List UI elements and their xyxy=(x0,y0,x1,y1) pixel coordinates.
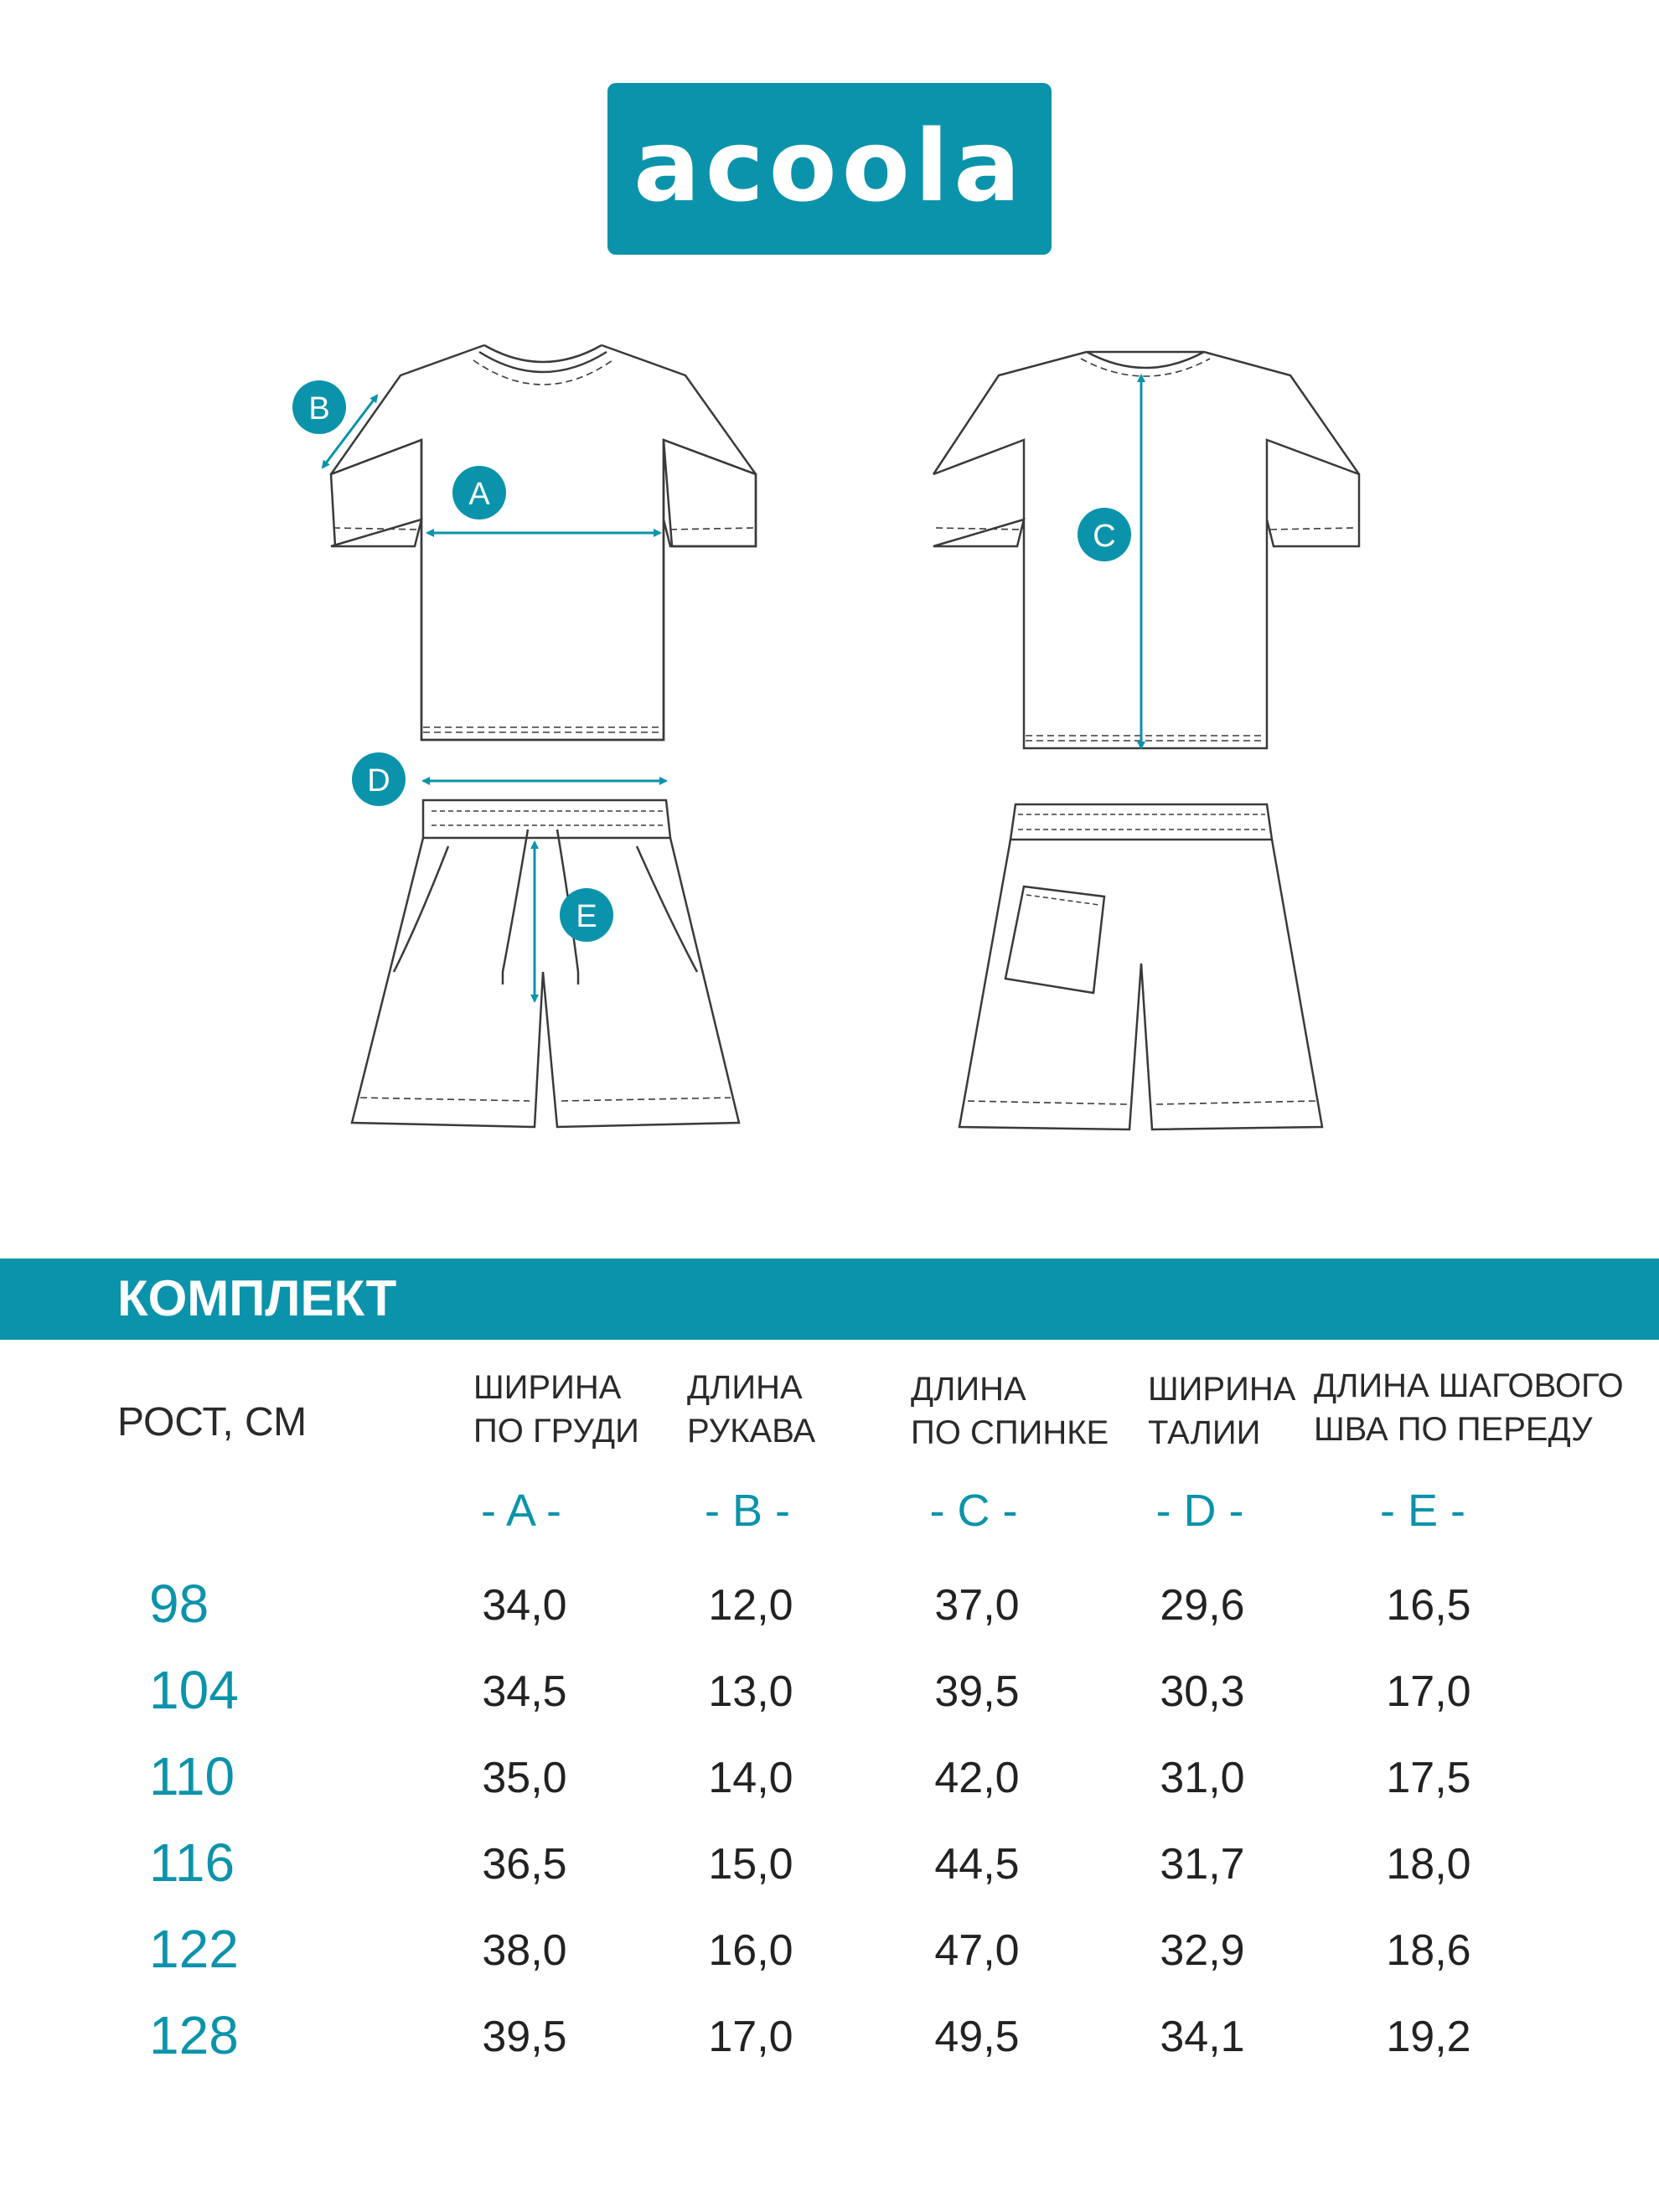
cell-inseam-length: 18,6 xyxy=(1386,1926,1471,1975)
cell-sleeve-length: 15,0 xyxy=(708,1840,793,1889)
col-code-d: - D - xyxy=(1155,1486,1244,1536)
badge-e xyxy=(560,888,613,942)
col-header-inseam-length xyxy=(1314,1364,1624,1451)
badge-b-label: B xyxy=(308,391,330,426)
col-header-line2: ТАЛИИ xyxy=(1148,1414,1261,1451)
cell-chest-width: 38,0 xyxy=(482,1926,567,1975)
col-code-a: - A - xyxy=(480,1486,562,1536)
cell-inseam-length: 17,5 xyxy=(1386,1754,1471,1802)
cell-chest-width: 34,5 xyxy=(482,1667,567,1716)
cell-sleeve-length: 13,0 xyxy=(708,1667,793,1716)
cell-back-length: 37,0 xyxy=(934,1581,1020,1630)
cell-inseam-length: 16,5 xyxy=(1386,1581,1471,1630)
col-header-waist-width xyxy=(1148,1367,1295,1455)
cell-chest-width: 35,0 xyxy=(482,1754,567,1802)
section-banner xyxy=(0,1258,1659,1340)
cell-chest-width: 34,0 xyxy=(482,1581,567,1630)
col-code-e: - E - xyxy=(1380,1486,1465,1536)
row-size-98: 98 xyxy=(149,1574,209,1634)
col-header-chest-width xyxy=(473,1366,639,1453)
tshirt-back-drawing xyxy=(933,352,1359,748)
cell-chest-width: 36,5 xyxy=(482,1840,567,1889)
measure-arrows xyxy=(323,375,1141,1001)
row-header-label: РОСТ, СМ xyxy=(117,1400,308,1445)
cell-sleeve-length: 17,0 xyxy=(708,2013,793,2061)
cell-inseam-length: 19,2 xyxy=(1386,2013,1471,2061)
col-header-line2: ПО ГРУДИ xyxy=(473,1413,639,1450)
row-size-104: 104 xyxy=(149,1660,239,1720)
badge-a-label: A xyxy=(468,477,490,512)
cell-back-length: 44,5 xyxy=(934,1840,1020,1889)
brand-logo-text: acoola xyxy=(633,107,1026,224)
col-header-line1: ШИРИНА xyxy=(473,1369,622,1406)
col-header-line1: ДЛИНА xyxy=(911,1371,1026,1408)
badge-d-label: D xyxy=(367,763,390,798)
col-header-back-length xyxy=(911,1367,1109,1455)
col-header-line1: ДЛИНА xyxy=(687,1369,803,1406)
col-header-line2: ШВА ПО ПЕРЕДУ xyxy=(1314,1411,1593,1448)
col-header-line2: РУКАВА xyxy=(687,1413,816,1450)
cell-waist-width: 34,1 xyxy=(1160,2013,1245,2061)
badge-e-label: E xyxy=(576,899,597,934)
cell-waist-width: 29,6 xyxy=(1160,1581,1245,1630)
section-title: КОМПЛЕКТ xyxy=(117,1270,397,1326)
col-header-sleeve-length xyxy=(687,1366,815,1453)
row-size-122: 122 xyxy=(149,1919,239,1979)
cell-sleeve-length: 16,0 xyxy=(708,1926,793,1975)
col-header-line1: ДЛИНА ШАГОВОГО xyxy=(1314,1367,1624,1404)
shorts-back-drawing xyxy=(959,804,1322,1129)
badge-d xyxy=(352,752,406,806)
row-size-110: 110 xyxy=(149,1746,235,1806)
cell-sleeve-length: 14,0 xyxy=(708,1754,793,1802)
cell-sleeve-length: 12,0 xyxy=(708,1581,793,1630)
col-code-b: - B - xyxy=(705,1486,790,1536)
col-header-line2: ПО СПИНКЕ xyxy=(911,1414,1109,1451)
badge-a xyxy=(452,466,506,519)
cell-back-length: 49,5 xyxy=(934,2013,1020,2061)
row-size-128: 128 xyxy=(149,2005,239,2065)
cell-back-length: 47,0 xyxy=(934,1926,1020,1975)
badge-b xyxy=(292,380,346,434)
cell-back-length: 39,5 xyxy=(934,1667,1020,1716)
badge-c xyxy=(1078,508,1131,561)
cell-back-length: 42,0 xyxy=(934,1754,1020,1802)
cell-waist-width: 31,7 xyxy=(1160,1840,1245,1889)
cell-waist-width: 30,3 xyxy=(1160,1667,1245,1716)
cell-waist-width: 31,0 xyxy=(1160,1754,1245,1802)
col-header-line1: ШИРИНА xyxy=(1148,1371,1296,1408)
cell-inseam-length: 18,0 xyxy=(1386,1840,1471,1889)
shorts-front-drawing xyxy=(352,800,739,1127)
col-code-c: - C - xyxy=(929,1486,1018,1536)
cell-inseam-length: 17,0 xyxy=(1386,1667,1471,1716)
cell-waist-width: 32,9 xyxy=(1160,1926,1245,1975)
cell-chest-width: 39,5 xyxy=(482,2013,567,2061)
badge-c-label: C xyxy=(1093,519,1116,554)
row-size-116: 116 xyxy=(149,1832,235,1893)
tshirt-front-drawing xyxy=(331,345,756,740)
